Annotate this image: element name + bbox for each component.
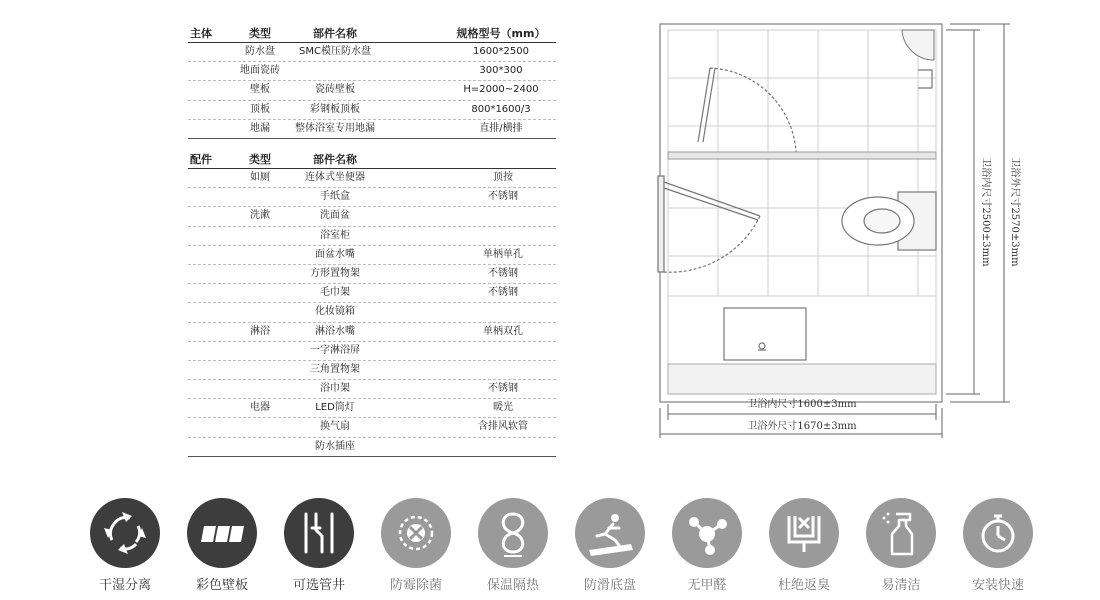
dry-wet-separation-icon	[90, 498, 160, 568]
bathroom-cabinet	[668, 364, 936, 394]
antibacterial-icon	[381, 498, 451, 568]
table-row	[188, 303, 556, 322]
cell-type: 地面瓷砖	[240, 65, 280, 77]
feature-quick-install	[953, 498, 1043, 593]
header-part-name: 部件名称	[313, 153, 357, 166]
cell-spec: 不锈钢	[488, 191, 518, 203]
cell-spec: 不锈钢	[488, 267, 518, 279]
feature-label: 保温隔热	[486, 578, 539, 593]
cell-part: LED筒灯	[315, 402, 355, 414]
outer-width-label: 卫浴外尺寸1670±3mm	[747, 421, 857, 432]
header-type: 类型	[249, 27, 271, 40]
header-part-name: 部件名称	[313, 27, 357, 40]
main-spec-table	[188, 26, 556, 139]
table-row	[188, 207, 556, 226]
feature-insulation	[468, 498, 558, 593]
pipe-shaft-icon	[284, 498, 354, 568]
feature-color-panel	[177, 498, 267, 593]
header-main: 主体	[190, 27, 212, 40]
cell-spec: 含排风软管	[478, 421, 528, 433]
cell-part: 连体式坐便器	[305, 172, 365, 183]
cell-spec: 单柄单孔	[483, 248, 523, 260]
cell-type: 防水盘	[245, 46, 275, 57]
partition-wall	[668, 152, 936, 159]
table-row	[188, 169, 556, 188]
feature-anti-slip	[565, 498, 655, 593]
feature-label: 防滑底盘	[583, 578, 636, 593]
color-panel-icon	[187, 498, 257, 568]
feature-dry-wet-separation	[80, 498, 170, 593]
table-row	[188, 342, 556, 361]
feature-label: 杜绝返臭	[777, 578, 830, 593]
table-row	[188, 361, 556, 380]
cell-type: 如厕	[250, 172, 270, 183]
wash-basin-icon	[724, 308, 806, 360]
table-row	[188, 323, 556, 342]
cell-spec: 单柄双孔	[483, 325, 523, 337]
feature-label: 可选管井	[292, 578, 345, 593]
feature-odor-block	[759, 498, 849, 593]
height-dimension-lines	[946, 24, 1010, 402]
main-table-header	[188, 26, 556, 43]
spray-bottle-icon	[866, 498, 936, 568]
cell-part: 毛巾架	[320, 287, 350, 299]
inner-height-label: 卫浴内尺寸2500±3mm	[980, 157, 991, 267]
cell-part: 淋浴水嘴	[315, 325, 355, 337]
cell-spec: 1600*2500	[473, 46, 529, 57]
feature-label: 彩色壁板	[195, 578, 248, 593]
table-row	[188, 43, 556, 62]
cell-spec: H=2000~2400	[463, 84, 539, 96]
outer-height-label: 卫浴外尺寸2570±3mm	[1009, 157, 1020, 267]
feature-easy-clean	[856, 498, 946, 593]
cell-part: 手纸盒	[320, 191, 350, 203]
table-row	[188, 246, 556, 265]
cell-part: 面盆水嘴	[315, 248, 355, 260]
bathroom-floor-plan	[650, 16, 1030, 446]
molecule-icon	[672, 498, 742, 568]
feature-pipe-shaft	[274, 498, 364, 593]
cell-part: 浴巾架	[320, 383, 350, 395]
cell-part: 方形置物架	[310, 267, 360, 279]
cell-type: 顶板	[250, 103, 270, 115]
feature-label: 易清洁	[881, 578, 921, 593]
feature-icons-row	[80, 498, 1040, 593]
table-row	[188, 120, 556, 139]
cell-part: 整体浴室专用地漏	[295, 122, 375, 134]
cell-part: 洗面盆	[320, 210, 350, 222]
cell-spec: 800*1600/3	[471, 103, 531, 115]
feature-label: 干湿分离	[98, 578, 151, 593]
cell-type: 淋浴	[250, 325, 270, 337]
feature-antibacterial	[371, 498, 461, 593]
table-row	[188, 399, 556, 418]
cell-spec: 300*300	[479, 65, 523, 77]
table-row	[188, 265, 556, 284]
header-accessories: 配件	[190, 153, 212, 166]
cell-part: 化妆镜箱	[315, 306, 355, 318]
table-row	[188, 188, 556, 207]
table-row	[188, 284, 556, 303]
cell-part: 浴室柜	[320, 229, 350, 241]
table-row	[188, 380, 556, 399]
table-row	[188, 418, 556, 437]
cell-part: SMC模压防水盘	[299, 46, 371, 57]
cell-part: 换气扇	[320, 421, 350, 433]
table-row	[188, 81, 556, 100]
cell-part: 防水插座	[315, 440, 355, 452]
table-row	[188, 62, 556, 81]
cell-spec: 不锈钢	[488, 383, 518, 395]
cell-spec: 直排/横排	[479, 122, 523, 134]
parts-table-header	[188, 152, 556, 169]
feature-label: 安装快速	[971, 578, 1024, 593]
cell-spec: 不锈钢	[488, 287, 518, 299]
cell-type: 洗漱	[250, 210, 270, 222]
feature-label: 无甲醛	[687, 578, 727, 593]
cell-spec: 顶按	[493, 172, 513, 183]
cell-type: 地漏	[250, 122, 270, 134]
odor-block-icon	[769, 498, 839, 568]
feature-no-formaldehyde	[662, 498, 752, 593]
header-spec: 规格型号（mm）	[456, 27, 546, 40]
table-row	[188, 227, 556, 246]
cell-type: 电器	[250, 402, 270, 414]
table-row	[188, 101, 556, 120]
cell-part: 三角置物架	[310, 363, 360, 375]
cell-type: 壁板	[250, 84, 270, 96]
cell-part: 一字淋浴屏	[310, 344, 360, 356]
table-row	[188, 438, 556, 457]
feature-label: 防霉除菌	[389, 578, 442, 593]
cell-part: 瓷砖壁板	[315, 84, 355, 96]
header-type: 类型	[249, 153, 271, 166]
insulation-icon	[478, 498, 548, 568]
cell-spec: 暖光	[493, 402, 513, 414]
inner-width-label: 卫浴内尺寸1600±3mm	[747, 399, 857, 410]
stopwatch-icon	[963, 498, 1033, 568]
accessories-table	[188, 152, 556, 457]
cell-part: 彩钢板顶板	[310, 103, 360, 115]
anti-slip-icon	[575, 498, 645, 568]
